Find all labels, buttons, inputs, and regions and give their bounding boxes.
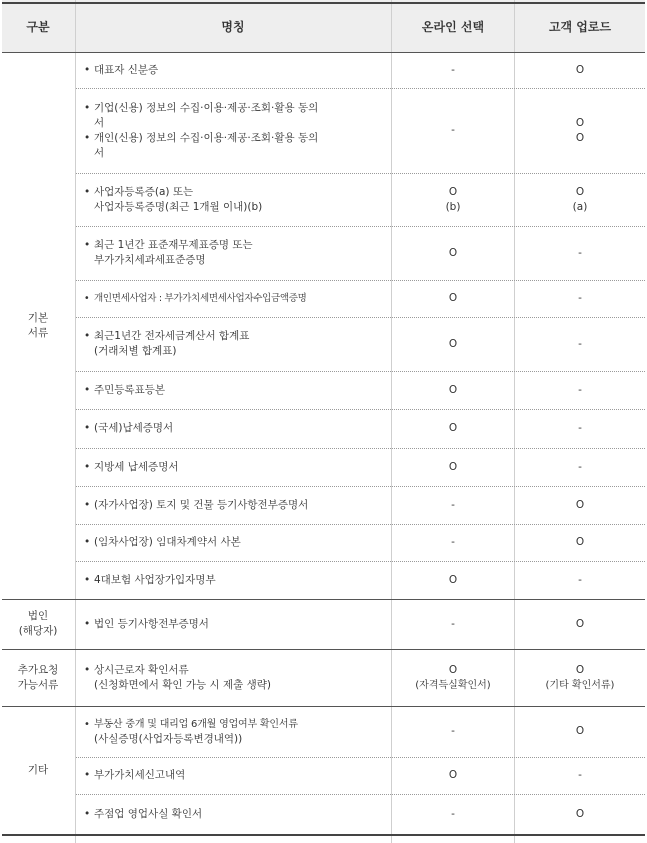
table-row [76, 757, 396, 794]
upload-cell [515, 486, 645, 524]
online-value: - [451, 807, 455, 820]
group-label-line: (해당자) [18, 625, 58, 637]
header-online: 온라인 선택 [421, 19, 485, 34]
online-value: O [448, 383, 458, 396]
group-label-line: 기본 [27, 311, 49, 324]
online-cell [392, 226, 514, 280]
upload-value: O [575, 807, 585, 820]
upload-value: O [575, 536, 585, 548]
document-name: • 법인 등기사항전부증명서 [84, 617, 396, 632]
document-name-continued: 사업자등록증명(최근 1개월 이내)(b) [94, 200, 263, 213]
online-value: - [451, 617, 455, 630]
online-cell [392, 448, 514, 486]
online-cell [392, 88, 514, 173]
upload-cell [515, 409, 645, 448]
document-name: • 부가가치세신고내역 [84, 768, 396, 783]
document-name-continued: 서 [94, 146, 105, 159]
online-cell [392, 52, 514, 88]
upload-note: (a) [572, 200, 588, 213]
document-name: • 부동산 중개 및 대리업 6개월 영업여부 확인서류 [84, 717, 396, 732]
upload-cell [515, 794, 645, 834]
table-row [76, 409, 396, 448]
online-value: O [448, 185, 458, 198]
upload-cell [515, 226, 645, 280]
table-row [76, 706, 396, 757]
group-label [2, 52, 74, 599]
online-value: O [448, 573, 458, 586]
upload-cell [515, 599, 645, 649]
online-cell [392, 371, 514, 409]
table-row [76, 317, 396, 371]
upload-note: (기타 확인서류) [545, 679, 615, 691]
online-cell [392, 317, 514, 371]
online-value: O [448, 422, 458, 434]
upload-value: O [575, 63, 585, 76]
online-value: - [451, 124, 455, 136]
online-note: (자격득실확인서) [415, 679, 491, 691]
upload-cell [515, 524, 645, 561]
table-row [76, 649, 396, 706]
document-name: • 지방세 납세증명서 [84, 460, 396, 475]
online-value: O [448, 337, 458, 350]
group-label-line: 추가요청 [17, 663, 59, 676]
table-top-border [2, 2, 645, 4]
online-cell [392, 173, 514, 226]
header-name: 명칭 [221, 19, 245, 34]
online-cell [392, 706, 514, 757]
group-label [2, 599, 74, 649]
upload-cell [515, 757, 645, 794]
online-value: - [451, 63, 455, 76]
upload-value: O [575, 617, 585, 630]
table-row [76, 448, 396, 486]
document-name: • 최근 1년간 표준재무제표증명 또는 [84, 238, 396, 253]
upload-value: - [578, 422, 582, 434]
table-row [76, 226, 396, 280]
online-value: O [448, 246, 458, 259]
table-row [76, 280, 396, 317]
document-name: • (국세)납세증명서 [84, 421, 396, 436]
header-upload: 고객 업로드 [548, 19, 612, 34]
online-cell [392, 486, 514, 524]
online-value: - [451, 725, 455, 737]
header-category: 구분 [26, 19, 50, 34]
group-label-line: 기타 [27, 763, 49, 776]
group-label-line: 가능서류 [17, 678, 59, 691]
upload-cell [515, 706, 645, 757]
group-label-line: 법인 [27, 610, 49, 622]
online-cell [392, 524, 514, 561]
online-value: O [448, 292, 458, 304]
online-value: O [448, 663, 458, 676]
upload-cell [515, 561, 645, 599]
upload-value: - [578, 460, 582, 473]
document-name: • 개인(신용) 정보의 수집·이용·제공·조회·활용 동의 [84, 131, 396, 146]
online-value: - [451, 498, 455, 511]
online-cell [392, 409, 514, 448]
document-name: • 주민등록표등본 [84, 383, 396, 398]
document-name: • (임차사업장) 임대차계약서 사본 [84, 535, 396, 550]
document-name: • 4대보험 사업장가입자명부 [84, 573, 396, 588]
upload-value: O [575, 498, 585, 511]
table-row [76, 599, 396, 649]
group-label [2, 649, 74, 706]
upload-cell [515, 88, 645, 173]
upload-value: - [578, 573, 582, 586]
document-name: • 기업(신용) 정보의 수집·이용·제공·조회·활용 동의 [84, 101, 396, 116]
document-name: • 대표자 신분증 [84, 63, 396, 78]
document-name: • 상시근로자 확인서류 [84, 663, 396, 678]
upload-value: O [575, 116, 585, 129]
upload-cell [515, 280, 645, 317]
online-value: - [451, 536, 455, 548]
upload-value: O [575, 185, 585, 198]
online-cell [392, 599, 514, 649]
table-row [76, 524, 396, 561]
upload-cell [515, 52, 645, 88]
upload-cell [515, 317, 645, 371]
group-label-line: 서류 [27, 326, 49, 339]
table-row [76, 561, 396, 599]
table-row [76, 52, 396, 88]
document-name-continued: 서 [94, 116, 105, 129]
online-cell [392, 561, 514, 599]
online-note: (b) [445, 200, 461, 213]
upload-value: - [578, 292, 582, 304]
table-row [76, 173, 396, 226]
document-name: • 주점업 영업사실 확인서 [84, 807, 396, 822]
online-value: O [448, 460, 458, 473]
document-name-continued: (신청화면에서 확인 가능 시 제출 생략) [94, 678, 272, 691]
upload-value: - [578, 337, 582, 350]
table-row [76, 794, 396, 834]
online-cell [392, 794, 514, 834]
document-name: • (자가사업장) 토지 및 건물 등기사항전부증명서 [84, 498, 396, 513]
table-row [76, 371, 396, 409]
table-row [76, 486, 396, 524]
online-value: O [448, 769, 458, 781]
online-cell [392, 757, 514, 794]
document-name-continued: 부가가치세과세표준증명 [94, 254, 206, 266]
upload-cell [515, 448, 645, 486]
group-label [2, 706, 74, 834]
online-cell [392, 649, 514, 706]
document-name-continued: (거래처별 합계표) [94, 345, 177, 357]
upload-cell [515, 371, 645, 409]
table-bottom-border [2, 834, 645, 836]
document-name-continued: (사실증명(사업자등록변경내역)) [94, 732, 243, 745]
upload-cell [515, 649, 645, 706]
document-name: • 사업자등록증(a) 또는 [84, 185, 396, 200]
upload-value: - [578, 383, 582, 396]
upload-value: - [578, 246, 582, 259]
upload-value: O [575, 725, 585, 737]
document-name: • 개인면세사업자 : 부가가치세면세사업자수입금액증명 [84, 291, 396, 306]
upload-value: O [575, 663, 585, 676]
table-row [76, 88, 396, 173]
online-cell [392, 280, 514, 317]
upload-value: - [578, 769, 582, 781]
upload-cell [515, 173, 645, 226]
upload-value: O [575, 131, 585, 144]
document-name: • 최근1년간 전자세금계산서 합계표 [84, 329, 396, 344]
